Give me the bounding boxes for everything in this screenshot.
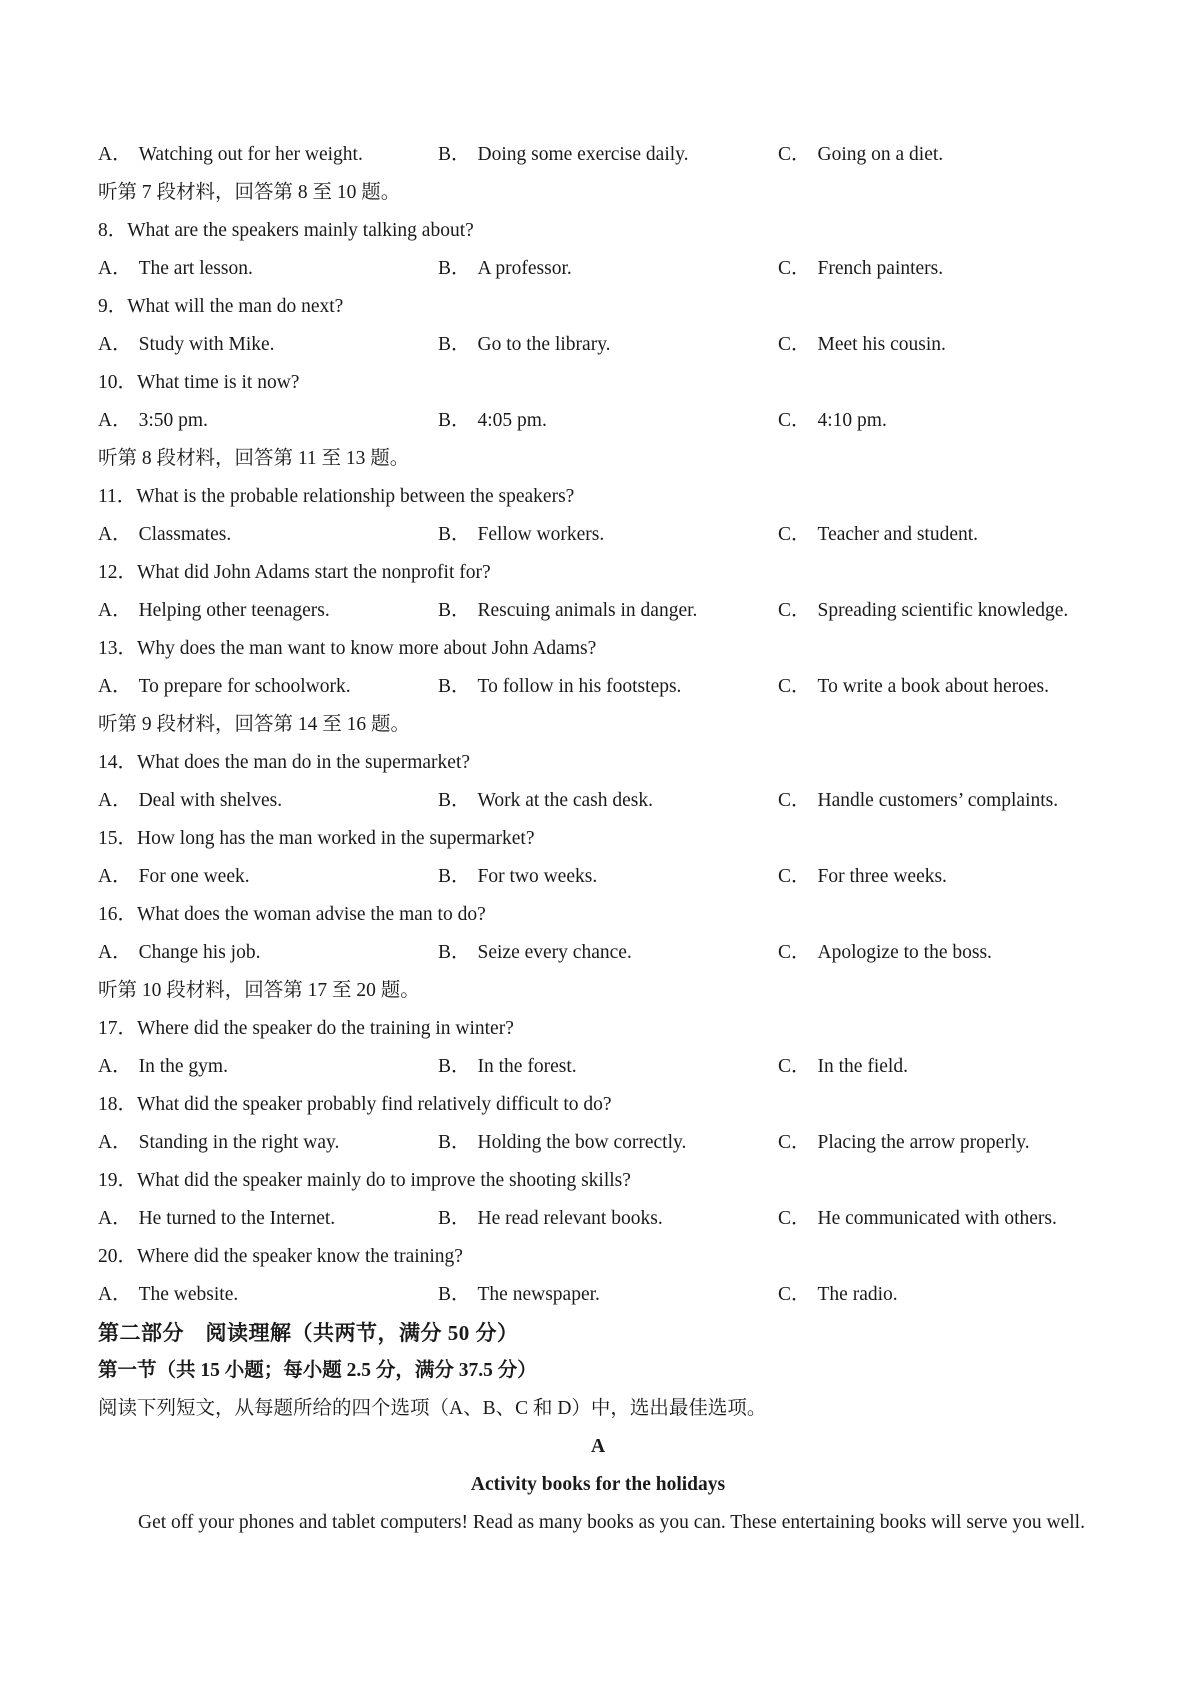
option-c — [778, 1276, 898, 1314]
option-c — [778, 1200, 1057, 1238]
option-a — [98, 782, 282, 820]
option-letter: C． — [778, 258, 811, 279]
option-c — [778, 934, 992, 972]
option-b — [438, 1200, 663, 1238]
question-text: 16．What does the woman advise the man to do? — [98, 904, 486, 925]
option-text: In the forest. — [477, 1056, 577, 1077]
option-text: He communicated with others. — [817, 1208, 1057, 1229]
option-text: Doing some exercise daily. — [477, 144, 689, 165]
option-letter: C． — [778, 334, 811, 355]
option-text: He turned to the Internet. — [138, 1208, 336, 1229]
options-row — [98, 136, 1098, 174]
option-letter: A． — [98, 1208, 132, 1229]
options-row — [98, 934, 1098, 972]
option-text: Deal with shelves. — [138, 790, 283, 811]
option-letter: A． — [98, 1284, 132, 1305]
option-text: Rescuing animals in danger. — [477, 600, 698, 621]
passage-heading: A — [590, 1436, 606, 1457]
option-a — [98, 858, 250, 896]
option-b — [438, 1276, 600, 1314]
option-text: Holding the bow correctly. — [477, 1132, 687, 1153]
option-c — [778, 668, 1049, 706]
option-a — [98, 136, 363, 174]
subsection-title: 第一节（共 15 小题；每小题 2.5 分，满分 37.5 分） — [98, 1360, 537, 1381]
option-c — [778, 326, 946, 364]
option-a — [98, 1276, 238, 1314]
option-text: Meet his cousin. — [817, 334, 946, 355]
option-letter: C． — [778, 1056, 811, 1077]
option-letter: C． — [778, 790, 811, 811]
option-letter: B． — [438, 676, 471, 697]
option-text: Apologize to the boss. — [817, 942, 992, 963]
option-a — [98, 592, 330, 630]
option-a — [98, 668, 351, 706]
option-text: Handle customers’ complaints. — [817, 790, 1059, 811]
question-text: 19．What did the speaker mainly do to improve the shooting skills? — [98, 1170, 631, 1191]
option-letter: A． — [98, 1056, 132, 1077]
options-row — [98, 592, 1098, 630]
options-row — [98, 858, 1098, 896]
option-text: Spreading scientific knowledge. — [817, 600, 1069, 621]
option-text: Watching out for her weight. — [138, 144, 363, 165]
option-letter: C． — [778, 1132, 811, 1153]
option-b — [438, 402, 547, 440]
option-text: The newspaper. — [477, 1284, 600, 1305]
option-letter: A． — [98, 334, 132, 355]
option-a — [98, 402, 208, 440]
option-text: Classmates. — [138, 524, 232, 545]
option-letter: B． — [438, 866, 471, 887]
option-letter: A． — [98, 866, 132, 887]
option-c — [778, 592, 1068, 630]
option-text: To write a book about heroes. — [817, 676, 1050, 697]
option-letter: C． — [778, 600, 811, 621]
question-text: 13．Why does the man want to know more about John Adams? — [98, 638, 597, 659]
instruction-text: 听第 9 段材料，回答第 14 至 16 题。 — [98, 714, 411, 735]
option-b — [438, 934, 632, 972]
options-row — [98, 1200, 1098, 1238]
question-text: 14．What does the man do in the supermarket? — [98, 752, 471, 773]
option-letter: B． — [438, 1284, 471, 1305]
option-a — [98, 1048, 228, 1086]
option-text: Helping other teenagers. — [138, 600, 330, 621]
option-letter: B． — [438, 524, 471, 545]
option-text: Work at the cash desk. — [477, 790, 654, 811]
question-text: 17．Where did the speaker do the training in winter? — [98, 1018, 514, 1039]
option-letter: B． — [438, 410, 471, 431]
option-letter: C． — [778, 676, 811, 697]
question-text: 12．What did John Adams start the nonprofit for? — [98, 562, 491, 583]
option-text: Seize every chance. — [477, 942, 632, 963]
exam-page — [98, 136, 1098, 1542]
option-c — [778, 516, 978, 554]
option-text: 4:10 pm. — [817, 410, 887, 431]
passage-heading: Activity books for the holidays — [470, 1474, 726, 1495]
option-letter: A． — [98, 790, 132, 811]
instruction-text: 阅读下列短文，从每题所给的四个选项（A、B、C 和 D）中，选出最佳选项。 — [98, 1398, 767, 1419]
question-text: 15．How long has the man worked in the supermarket? — [98, 828, 535, 849]
option-letter: B． — [438, 1208, 471, 1229]
options-row — [98, 668, 1098, 706]
option-b — [438, 326, 611, 364]
options-row — [98, 1124, 1098, 1162]
option-letter: C． — [778, 1284, 811, 1305]
option-letter: A． — [98, 600, 132, 621]
option-letter: A． — [98, 258, 132, 279]
options-row — [98, 516, 1098, 554]
option-text: Teacher and student. — [817, 524, 979, 545]
option-text: He read relevant books. — [477, 1208, 663, 1229]
option-letter: C． — [778, 1208, 811, 1229]
option-text: Fellow workers. — [477, 524, 605, 545]
option-letter: A． — [98, 942, 132, 963]
option-b — [438, 516, 604, 554]
option-b — [438, 782, 653, 820]
option-letter: B． — [438, 790, 471, 811]
option-letter: C． — [778, 866, 811, 887]
options-row — [98, 326, 1098, 364]
question-text: 11．What is the probable relationship between the speakers? — [98, 486, 575, 507]
option-c — [778, 1048, 908, 1086]
option-letter: C． — [778, 942, 811, 963]
option-text: To prepare for schoolwork. — [138, 676, 351, 697]
option-c — [778, 250, 943, 288]
option-letter: A． — [98, 144, 132, 165]
option-text: The radio. — [817, 1284, 898, 1305]
option-letter: B． — [438, 600, 471, 621]
option-text: French painters. — [817, 258, 944, 279]
option-letter: B． — [438, 258, 471, 279]
option-c — [778, 136, 943, 174]
question-text: 9．What will the man do next? — [98, 296, 344, 317]
instruction-text: 听第 8 段材料，回答第 11 至 13 题。 — [98, 448, 410, 469]
option-b — [438, 136, 689, 174]
option-text: Go to the library. — [477, 334, 611, 355]
option-letter: C． — [778, 410, 811, 431]
option-text: Standing in the right way. — [138, 1132, 340, 1153]
option-a — [98, 1200, 335, 1238]
option-b — [438, 668, 681, 706]
option-c — [778, 858, 947, 896]
option-a — [98, 516, 231, 554]
option-text: For one week. — [138, 866, 250, 887]
option-text: Study with Mike. — [138, 334, 275, 355]
option-text: 3:50 pm. — [138, 410, 208, 431]
options-row — [98, 1276, 1098, 1314]
option-letter: A． — [98, 524, 132, 545]
option-b — [438, 592, 697, 630]
section-title: 第二部分 阅读理解（共两节，满分 50 分） — [98, 1321, 519, 1345]
option-letter: A． — [98, 676, 132, 697]
option-text: In the gym. — [138, 1056, 228, 1077]
options-row — [98, 402, 1098, 440]
options-row — [98, 782, 1098, 820]
option-text: A professor. — [477, 258, 572, 279]
option-letter: C． — [778, 144, 811, 165]
option-a — [98, 250, 253, 288]
option-c — [778, 782, 1058, 820]
instruction-text: 听第 10 段材料，回答第 17 至 20 题。 — [98, 980, 420, 1001]
question-text: 10．What time is it now? — [98, 372, 300, 393]
option-text: Going on a diet. — [817, 144, 944, 165]
option-text: 4:05 pm. — [477, 410, 547, 431]
question-text: 20．Where did the speaker know the training? — [98, 1246, 463, 1267]
option-letter: B． — [438, 144, 471, 165]
option-letter: B． — [438, 334, 471, 355]
option-text: The website. — [138, 1284, 239, 1305]
option-text: For two weeks. — [477, 866, 598, 887]
option-c — [778, 1124, 1030, 1162]
options-row — [98, 250, 1098, 288]
option-text: For three weeks. — [817, 866, 947, 887]
option-letter: B． — [438, 1132, 471, 1153]
option-b — [438, 858, 597, 896]
option-letter: B． — [438, 1056, 471, 1077]
option-b — [438, 1048, 577, 1086]
option-text: To follow in his footsteps. — [477, 676, 682, 697]
option-letter: C． — [778, 524, 811, 545]
option-letter: A． — [98, 410, 132, 431]
instruction-text: 听第 7 段材料，回答第 8 至 10 题。 — [98, 182, 401, 203]
option-a — [98, 934, 260, 972]
option-text: The art lesson. — [138, 258, 253, 279]
option-b — [438, 1124, 686, 1162]
option-a — [98, 1124, 339, 1162]
option-c — [778, 402, 887, 440]
option-a — [98, 326, 275, 364]
options-row — [98, 1048, 1098, 1086]
option-text: Change his job. — [138, 942, 261, 963]
passage-paragraph: Get off your phones and tablet computers! Read as many books as you can. These entertaining books will serve you well. — [138, 1512, 1085, 1533]
option-letter: B． — [438, 942, 471, 963]
question-text: 18．What did the speaker probably find relatively difficult to do? — [98, 1094, 612, 1115]
option-text: Placing the arrow properly. — [817, 1132, 1030, 1153]
option-letter: A． — [98, 1132, 132, 1153]
option-text: In the field. — [817, 1056, 908, 1077]
option-b — [438, 250, 572, 288]
question-text: 8．What are the speakers mainly talking about? — [98, 220, 474, 241]
